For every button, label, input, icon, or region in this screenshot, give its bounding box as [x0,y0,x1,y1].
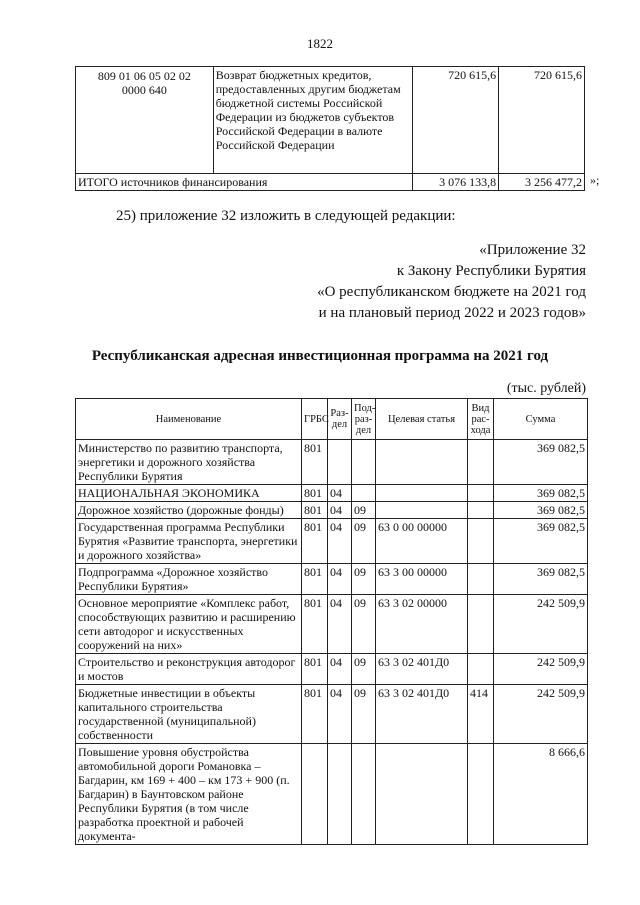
row-razdel: 04 [328,654,352,685]
row-razdel: 04 [328,519,352,564]
financing-sources-table [75,66,585,191]
row-name: Строительство и реконструкция автодорог и мостов [76,654,302,685]
row-grbs: 801 [302,519,328,564]
total-value-1: 3 076 133,8 [413,174,499,191]
row-grbs: 801 [302,485,328,502]
row-sum: 369 082,5 [494,502,588,519]
appendix-line: к Закону Республики Бурятия [396,263,586,279]
row-vid [468,519,494,564]
header-podrazdel: Под-раз-дел [352,399,376,440]
row-vid [468,595,494,654]
closing-quote: »; [590,173,600,187]
header-vid: Вид рас-хода [468,399,494,440]
row-podrazdel: 09 [352,595,376,654]
table-row [76,564,588,595]
value-2022-cell: 720 615,6 [499,67,585,174]
table-row [76,440,588,485]
table-body [76,440,588,845]
row-sum: 369 082,5 [494,564,588,595]
row-sum: 369 082,5 [494,519,588,564]
appendix-line: «О республиканском бюджете на 2021 год [317,284,586,300]
row-grbs: 801 [302,685,328,744]
row-razdel [328,440,352,485]
row-vid [468,440,494,485]
row-name: Бюджетные инвестиции в объекты капитального строительства государственной (муниципальной) собственности [76,685,302,744]
header-grbs: ГРБС [302,399,328,440]
row-target: 63 3 02 401Д0 [376,685,468,744]
table-row [76,67,585,174]
document-title: Республиканская адресная инвестиционная программа на 2021 год [91,348,549,364]
row-grbs: 801 [302,502,328,519]
budget-code-cell: 809 01 06 05 02 02 0000 640 [76,67,214,174]
row-podrazdel: 09 [352,564,376,595]
row-name: Основное мероприятие «Комплекс работ, способствующих развитию и расширению сети автодорог и искусственных сооружений на них» [76,595,302,654]
row-grbs: 801 [302,595,328,654]
row-grbs: 801 [302,564,328,595]
row-target: 63 3 02 401Д0 [376,654,468,685]
table-row [76,654,588,685]
row-razdel: 04 [328,685,352,744]
total-row [76,174,585,191]
row-podrazdel [352,485,376,502]
row-target [376,485,468,502]
header-target: Целевая статья [376,399,468,440]
row-podrazdel: 09 [352,502,376,519]
row-sum: 8 666,6 [494,744,588,845]
page-number: 1822 [307,36,333,51]
row-target: 63 3 02 00000 [376,595,468,654]
row-target [376,744,468,845]
row-name: Государственная программа Республики Бурятия «Развитие транспорта, энергетики и дорожного хозяйства» [76,519,302,564]
row-sum: 242 509,9 [494,595,588,654]
row-podrazdel [352,440,376,485]
header-sum: Сумма [494,399,588,440]
row-name: Подпрограмма «Дорожное хозяйство Республики Бурятия» [76,564,302,595]
row-vid [468,485,494,502]
row-vid [468,654,494,685]
row-grbs: 801 [302,440,328,485]
row-target [376,440,468,485]
row-podrazdel: 09 [352,519,376,564]
row-sum: 369 082,5 [494,485,588,502]
appendix-line: и на плановый период 2022 и 2023 годов» [318,305,586,321]
appendix-line: «Приложение 32 [479,242,586,258]
header-razdel: Раз-дел [328,399,352,440]
source-name-cell: Возврат бюджетных кредитов, предоставленных другим бюджетам бюджетной системы Российской Федерации из бюджетов субъектов Российской Федерации в валюте Российской Федерации [213,67,413,174]
row-target: 63 0 00 00000 [376,519,468,564]
table-row [76,519,588,564]
row-podrazdel: 09 [352,685,376,744]
table-row [76,685,588,744]
units-label: (тыс. рублей) [506,381,586,396]
row-vid: 414 [468,685,494,744]
row-vid [468,564,494,595]
row-name: Дорожное хозяйство (дорожные фонды) [76,502,302,519]
appendix-header [317,240,586,324]
value-2021-cell: 720 615,6 [413,67,499,174]
amendment-paragraph: 25) приложение 32 изложить в следующей редакции: [116,208,456,224]
table-row [76,502,588,519]
row-razdel: 04 [328,502,352,519]
row-target [376,502,468,519]
row-podrazdel [352,744,376,845]
row-razdel: 04 [328,485,352,502]
header-name: Наименование [76,399,302,440]
row-name: Министерство по развитию транспорта, энергетики и дорожного хозяйства Республики Бурятия [76,440,302,485]
row-razdel [328,744,352,845]
investment-program-table [75,398,588,845]
row-sum: 369 082,5 [494,440,588,485]
total-value-2: 3 256 477,2 [499,174,585,191]
row-sum: 242 509,9 [494,685,588,744]
table-header-row [76,399,588,440]
table-row [76,595,588,654]
row-grbs: 801 [302,654,328,685]
row-target: 63 3 00 00000 [376,564,468,595]
row-name: Повышение уровня обустройства автомобильной дороги Романовка – Багдарин, км 169 + 400 – км 173 + 900 (п. Багдарин) в Баунтовском районе Республики Бурятия (в том числе разработка проектной и рабочей документа- [76,744,302,845]
row-sum: 242 509,9 [494,654,588,685]
table-row [76,744,588,845]
row-podrazdel: 09 [352,654,376,685]
row-razdel: 04 [328,564,352,595]
row-vid [468,502,494,519]
row-name: НАЦИОНАЛЬНАЯ ЭКОНОМИКА [76,485,302,502]
row-razdel: 04 [328,595,352,654]
row-grbs [302,744,328,845]
table-row [76,485,588,502]
total-label: ИТОГО источников финансирования [76,174,413,191]
row-vid [468,744,494,845]
